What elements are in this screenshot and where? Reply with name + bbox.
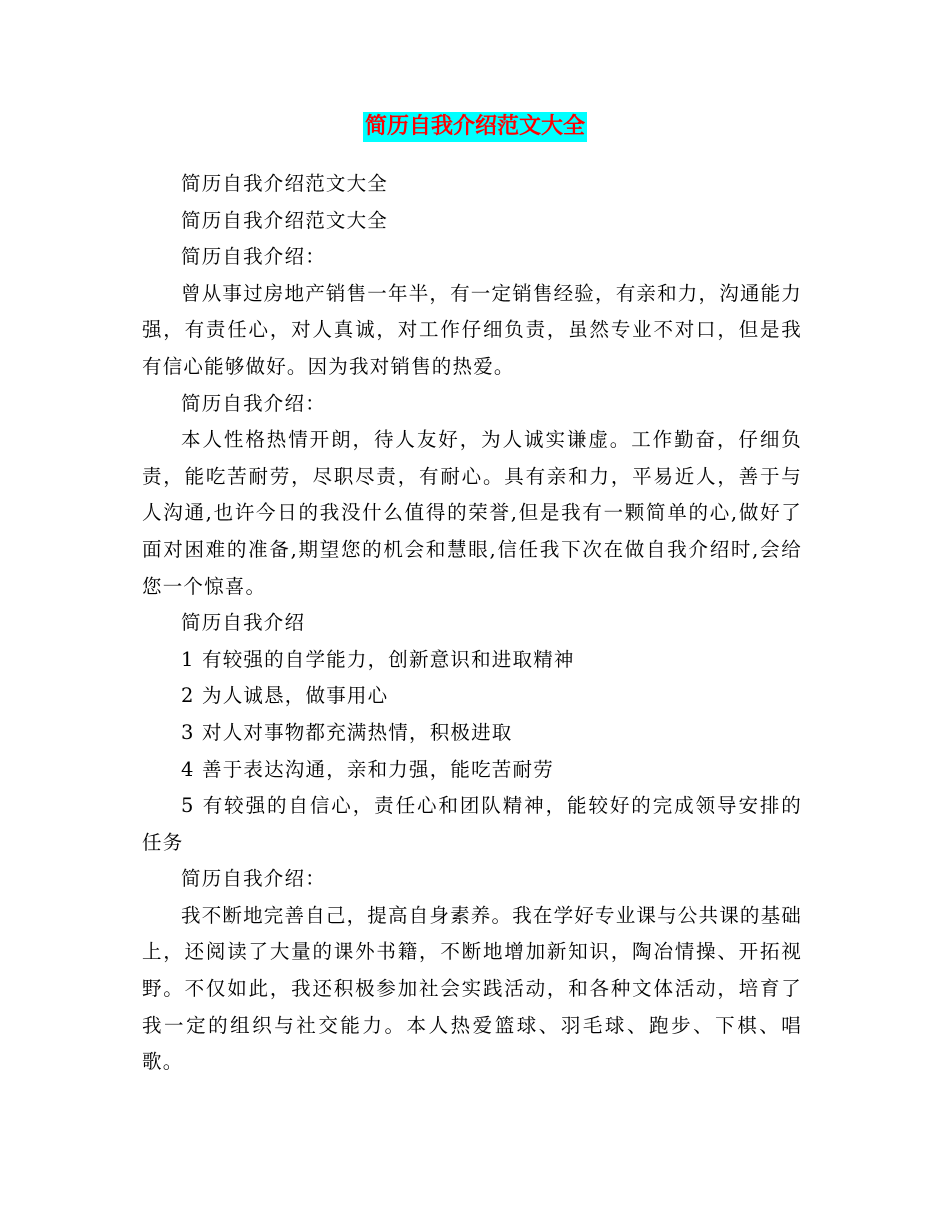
paragraph-body: 本人性格热情开朗，待人友好，为人诚实谦虚。工作勤奋，仔细负责，能吃苦耐劳，尽职尽责，有耐心。具有亲和力，平易近人，善于与人沟通,也许今日的我没什么值得的荣誉,但是我有一颗简单的心,做好了面对困难的准备,期望您的机会和慧眼,信任我下次在做自我介绍时,会给您一个惊喜。: [142, 428, 802, 598]
section-heading: 简历自我介绍：: [181, 245, 326, 269]
paragraph-body: 曾从事过房地产销售一年半，有一定销售经验，有亲和力，沟通能力强，有责任心，对人真诚，对工作仔细负责，虽然专业不对口，但是我有信心能够做好。因为我对销售的热爱。: [142, 281, 803, 378]
page-title: 简历自我介绍范文大全: [363, 112, 587, 142]
list-item: 5 有较强的自信心，责任心和团队精神，能较好的完成领导安排的任务: [142, 794, 802, 854]
list-item: 3 对人对事物都充满热情，积极进取: [181, 720, 513, 744]
list-item: 1 有较强的自学能力，创新意识和进取精神: [181, 647, 575, 671]
paragraph-heading: 简历自我介绍范文大全: [181, 172, 389, 195]
section-heading: 简历自我介绍：: [181, 391, 326, 415]
list-item: 2 为人诚恳，做事用心: [181, 684, 389, 708]
paragraph-heading: 简历自我介绍范文大全: [181, 208, 389, 232]
document-body: [142, 166, 802, 1081]
title-container: [0, 112, 950, 142]
paragraph-body: 我不断地完善自己，提高自身素养。我在学好专业课与公共课的基础上，还阅读了大量的课外书籍，不断地增加新知识，陶冶情操、开拓视野。不仅如此，我还积极参加社会实践活动，和各种文体活动，培育了我一定的组织与社交能力。本人热爱篮球、羽毛球、跑步、下棋、唱歌。: [142, 903, 803, 1074]
section-heading: 简历自我介绍：: [181, 867, 326, 891]
list-item: 4 善于表达沟通，亲和力强，能吃苦耐劳: [181, 757, 554, 781]
section-heading: 简历自我介绍: [181, 611, 306, 635]
